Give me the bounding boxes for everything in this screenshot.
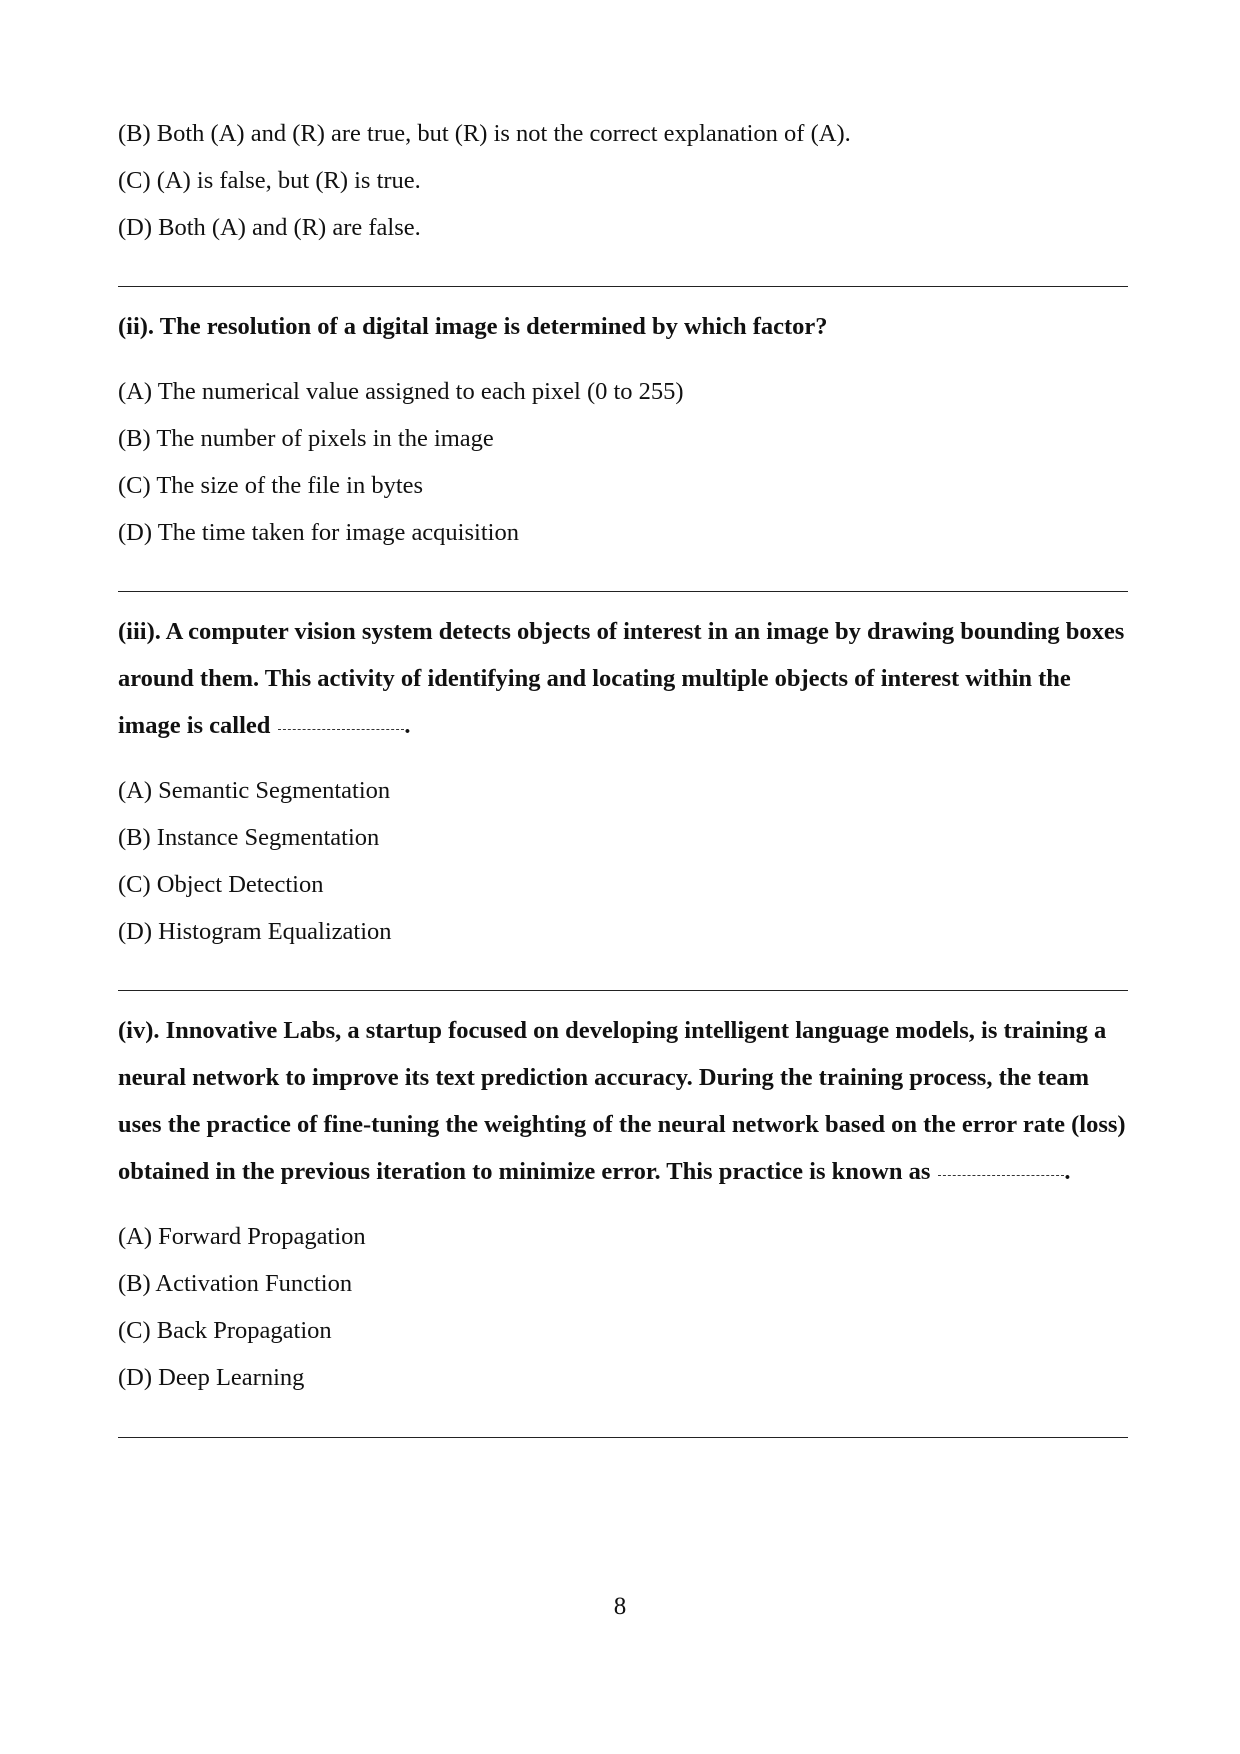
divider [118,591,1128,592]
option-d: (D) Histogram Equalization [118,918,392,945]
exam-page [118,110,1128,1438]
answer-blank [938,1174,1064,1176]
option-b: (B) Both (A) and (R) are true, but (R) is not the correct explanation of (A). [118,120,851,147]
option-a: (A) The numerical value assigned to each pixel (0 to 255) [118,378,684,405]
option-d: (D) The time taken for image acquisition [118,519,519,546]
question-iii-end: . [404,712,411,739]
option-c: (C) Object Detection [118,871,324,898]
question-ii-text: (ii). The resolution of a digital image is determined by which factor? [118,313,828,340]
question-ii-options [118,368,1128,556]
option-d: (D) Deep Learning [118,1364,305,1391]
divider [118,1437,1128,1438]
question-iv-end: . [1064,1158,1071,1185]
divider [118,990,1128,991]
question-iv-options [118,1213,1128,1401]
option-d: (D) Both (A) and (R) are false. [118,214,421,241]
answer-blank [278,728,404,730]
option-c: (C) The size of the file in bytes [118,472,424,499]
option-a: (A) Forward Propagation [118,1223,366,1250]
option-a: (A) Semantic Segmentation [118,777,391,804]
option-b: (B) The number of pixels in the image [118,425,494,452]
previous-question-options [118,110,1128,251]
question-iii-text [118,608,1128,749]
question-iii-stem: (iii). A computer vision system detects objects of interest in an image by drawing bounding boxes around them. This activity of identifying and locating multiple objects of interest within the image is called [118,618,1125,739]
question-iii-options [118,767,1128,955]
option-b: (B) Instance Segmentation [118,824,380,851]
page-number: 8 [613,1593,627,1620]
divider [118,286,1128,287]
option-c: (C) (A) is false, but (R) is true. [118,167,421,194]
option-c: (C) Back Propagation [118,1317,332,1344]
question-iv-text [118,1007,1128,1195]
option-b: (B) Activation Function [118,1270,353,1297]
question-iv-stem: (iv). Innovative Labs, a startup focused on developing intelligent language models, is training a neural network to improve its text prediction accuracy. During the training process, the team uses the practice of fine-tuning the weighting of the neural network based on the error rate (loss) obtained in the previous iteration to minimize error. This practice is known as [118,1017,1126,1185]
